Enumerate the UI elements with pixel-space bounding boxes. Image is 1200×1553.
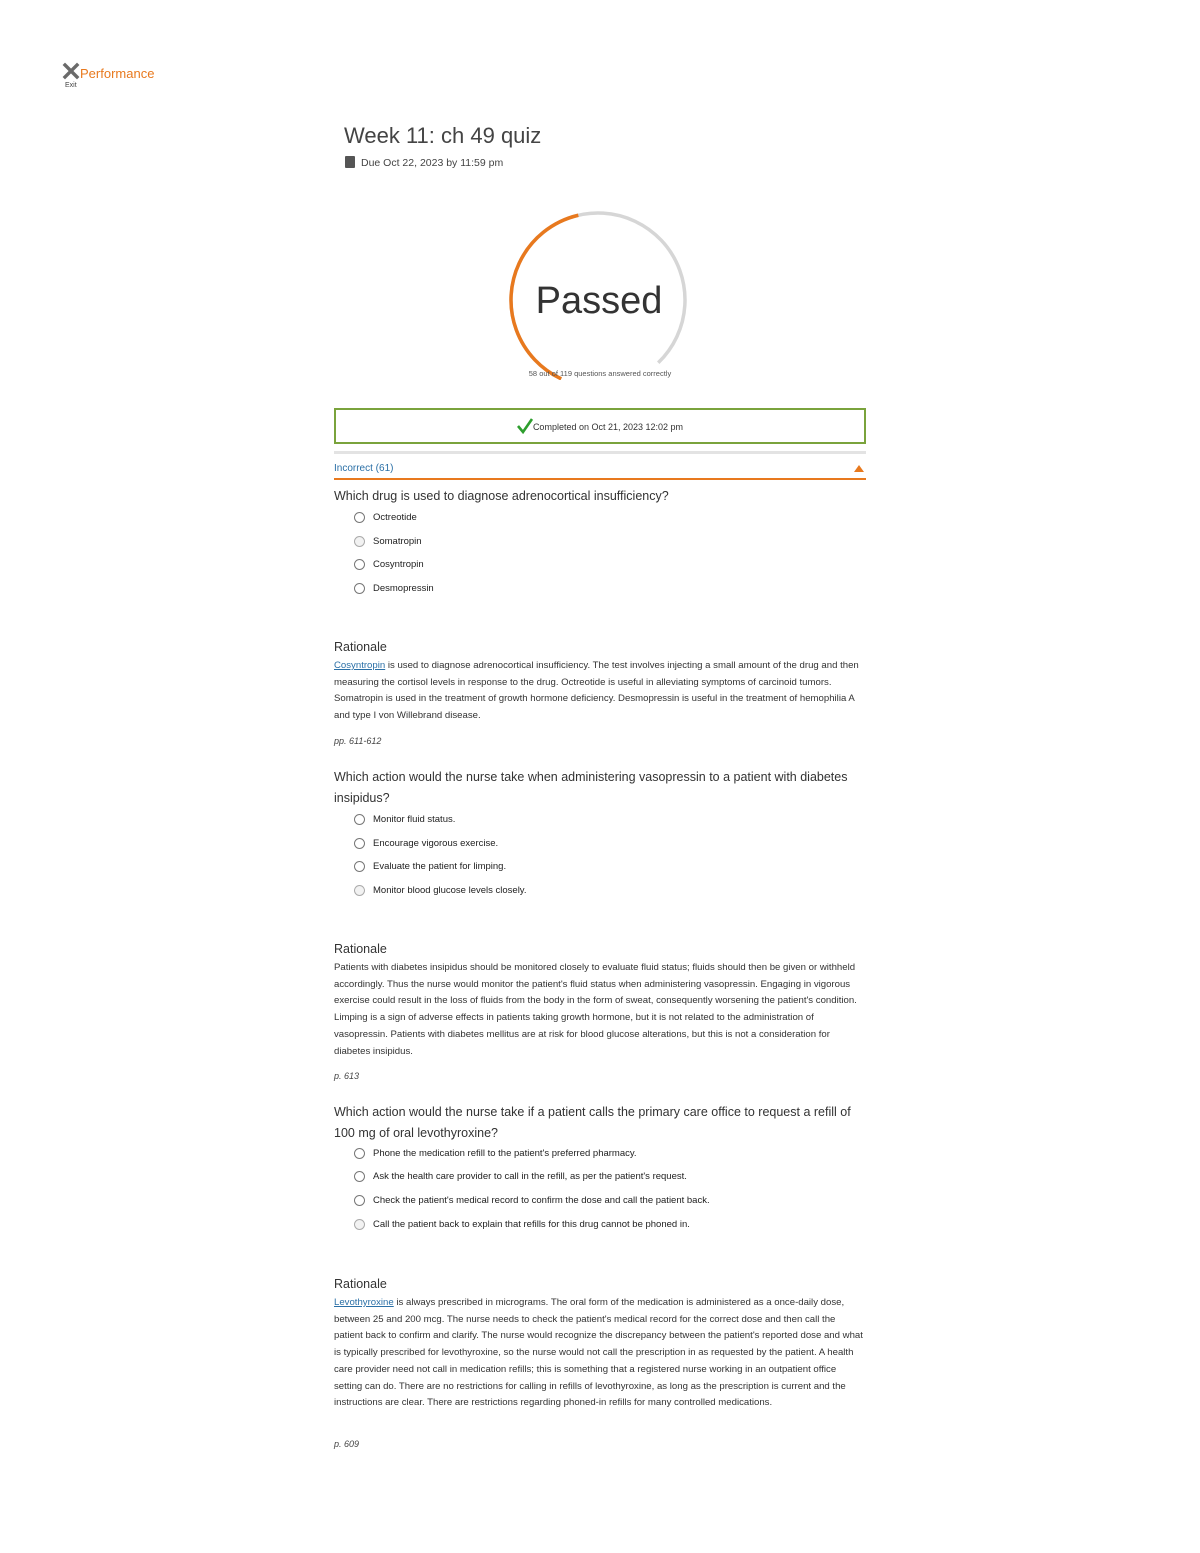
answer-option-label: Somatropin bbox=[373, 536, 422, 547]
calendar-icon bbox=[345, 156, 355, 168]
rationale-text bbox=[334, 658, 866, 725]
answer-option-label: Call the patient back to explain that refills for this drug cannot be phoned in. bbox=[373, 1219, 690, 1230]
answer-option-label: Monitor fluid status. bbox=[373, 814, 456, 825]
completed-text: Completed on Oct 21, 2023 12:02 pm bbox=[532, 422, 684, 432]
answer-option[interactable] bbox=[354, 512, 417, 523]
answer-option[interactable] bbox=[354, 861, 506, 872]
answer-option[interactable] bbox=[354, 885, 526, 896]
result-status: Passed bbox=[535, 280, 663, 322]
answer-option-label: Evaluate the patient for limping. bbox=[373, 861, 507, 872]
answer-option[interactable] bbox=[354, 1219, 690, 1230]
answer-option-label: Ask the health care provider to call in the refill, as per the patient's request. bbox=[373, 1171, 687, 1182]
question-text: Which action would the nurse take when administering vasopressin to a patient with diabetes insipidus? bbox=[334, 770, 848, 805]
page-reference: pp. 611-612 bbox=[334, 736, 382, 746]
radio-icon[interactable] bbox=[354, 583, 365, 594]
exit-icon[interactable] bbox=[62, 62, 80, 80]
rationale-body: is always prescribed in micrograms. The oral form of the medication is administered as a once-daily dose, between 25 and 200 mcg. The nurse needs to check the patient's medical record for the correct dose and then call the patient back to confirm and clarify. The nurse would recognize the discrepancy between the patient's reported dose and what is typically prescribed for levothyroxine, so the nurse would not call the prescription in as requested by the patient. A health care provider need not call in medication refills; this is something that a registered nurse working in an outpatient office setting can do. There are no restrictions for calling in refills of levothyroxine, as long as the prescription is current and the instructions are clear. There are restrictions regarding phoned-in refills for many controlled medications. bbox=[334, 1297, 863, 1409]
radio-icon[interactable] bbox=[354, 885, 365, 896]
answer-option[interactable] bbox=[354, 559, 424, 570]
due-date-text: Due Oct 22, 2023 by 11:59 pm bbox=[361, 157, 504, 169]
radio-icon[interactable] bbox=[354, 512, 365, 523]
rationale-title: Rationale bbox=[334, 1277, 387, 1291]
question-text: Which action would the nurse take if a patient calls the primary care office to request a refill of 100 mg of oral levothyroxine? bbox=[334, 1105, 851, 1140]
answer-option-label: Desmopressin bbox=[373, 583, 434, 594]
radio-icon[interactable] bbox=[354, 838, 365, 849]
radio-icon[interactable] bbox=[354, 1195, 365, 1206]
answer-option[interactable] bbox=[354, 583, 434, 594]
question-text: Which drug is used to diagnose adrenocortical insufficiency? bbox=[334, 489, 669, 503]
page-reference: p. 613 bbox=[334, 1071, 360, 1081]
performance-title: Performance bbox=[80, 66, 155, 81]
due-date bbox=[345, 156, 503, 169]
answer-option[interactable] bbox=[354, 814, 455, 825]
rationale-title: Rationale bbox=[334, 640, 387, 654]
answer-option-label: Phone the medication refill to the patient's preferred pharmacy. bbox=[373, 1148, 637, 1159]
answer-option[interactable] bbox=[354, 1148, 637, 1159]
rationale-text: Patients with diabetes insipidus should be monitored closely to evaluate fluid status; fluids should then be given or withheld accordingly. Thus the nurse would monitor the patient's fluid status when administering vasopressin. Engaging in vigorous exercise could result in the loss of fluids from the body in the form of sweat, consequently worsening the patient's condition. Limping is a sign of adverse effects in patients taking growth hormone, but it is not related to the administration of vasopressin. Patients with diabetes mellitus are at risk for blood glucose alterations, but this is not a consideration for diabetes insipidus. bbox=[334, 962, 857, 1057]
page-title: Week 11: ch 49 quiz bbox=[344, 123, 542, 148]
rationale-title: Rationale bbox=[334, 942, 387, 956]
incorrect-section-header[interactable] bbox=[334, 463, 866, 480]
answer-option-label: Check the patient's medical record to confirm the dose and call the patient back. bbox=[373, 1195, 710, 1206]
answer-option[interactable] bbox=[354, 1195, 710, 1206]
answer-option-label: Monitor blood glucose levels closely. bbox=[373, 885, 527, 896]
radio-icon[interactable] bbox=[354, 1148, 365, 1159]
chevron-up-icon[interactable] bbox=[854, 465, 864, 472]
radio-icon[interactable] bbox=[354, 559, 365, 570]
radio-icon[interactable] bbox=[354, 536, 365, 547]
answer-option-label: Encourage vigorous exercise. bbox=[373, 838, 499, 849]
exit-label[interactable]: Exit bbox=[65, 82, 77, 89]
rationale-body: is used to diagnose adrenocortical insufficiency. The test involves injecting a small amount of the drug and then measuring the cortisol levels in response to the drug. Octreotide is useful in alleviating symptoms of carcinoid tumors. Somatropin is used in the treatment of growth hormone deficiency. Desmopressin is useful in the treatment of hemophilia A and type I von Willebrand disease. bbox=[334, 660, 859, 722]
rationale-link[interactable]: Levothyroxine bbox=[334, 1297, 394, 1308]
completed-banner bbox=[334, 408, 866, 444]
score-caption: 58 out of 119 questions answered correctly bbox=[528, 369, 672, 378]
answer-option-label: Octreotide bbox=[373, 512, 417, 523]
answer-option[interactable] bbox=[354, 1171, 687, 1182]
answer-option-label: Cosyntropin bbox=[373, 559, 424, 570]
radio-icon[interactable] bbox=[354, 814, 365, 825]
score-ring bbox=[508, 210, 692, 380]
rationale-text bbox=[334, 1295, 866, 1412]
incorrect-section-label[interactable]: Incorrect (61) bbox=[334, 463, 394, 474]
rationale-link[interactable]: Cosyntropin bbox=[334, 660, 386, 671]
check-icon bbox=[517, 418, 533, 436]
answer-option[interactable] bbox=[354, 838, 498, 849]
radio-icon[interactable] bbox=[354, 1219, 365, 1230]
radio-icon[interactable] bbox=[354, 1171, 365, 1182]
radio-icon[interactable] bbox=[354, 861, 365, 872]
page-reference: p. 609 bbox=[334, 1439, 360, 1449]
answer-option[interactable] bbox=[354, 536, 422, 547]
divider bbox=[334, 451, 866, 454]
